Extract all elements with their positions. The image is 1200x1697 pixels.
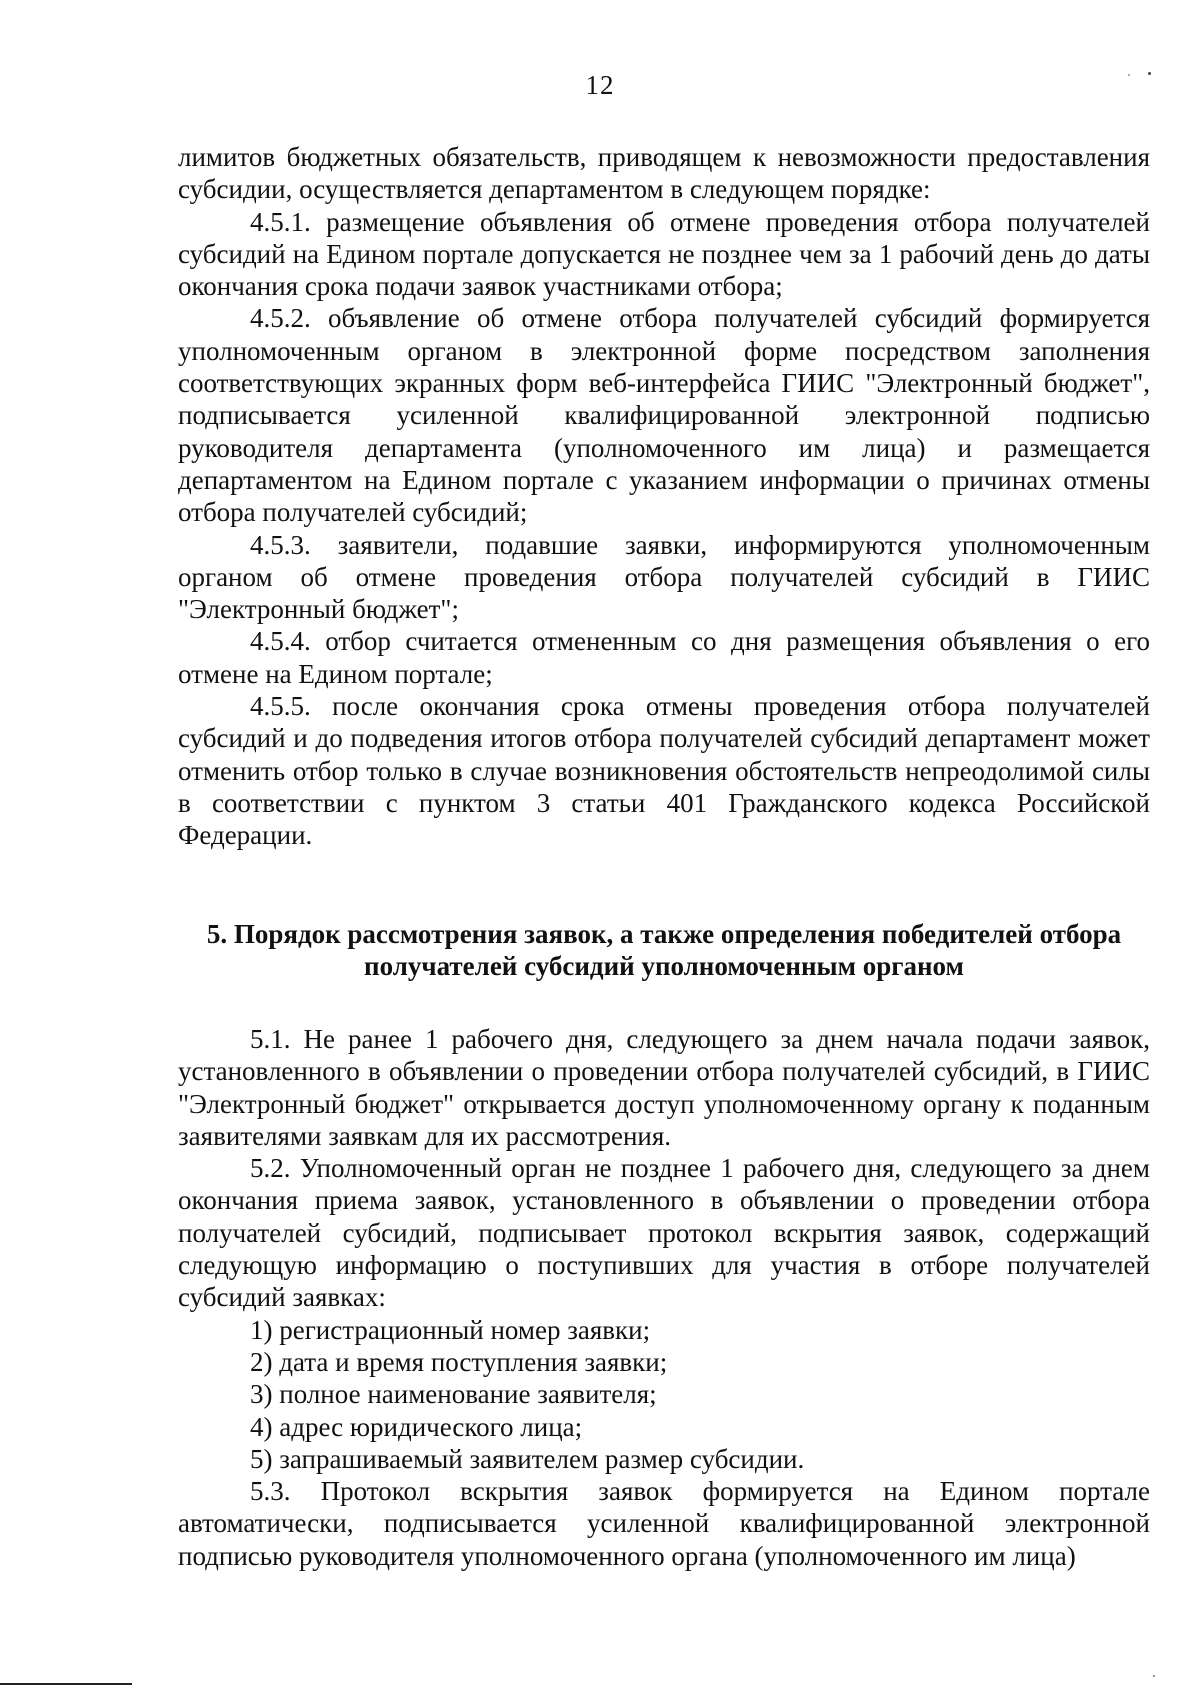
paragraph: 5.2. Уполномоченный орган не позднее 1 рабочего дня, следующего за днем окончания приема заявок, установленного в объявлении о проведении отбора получателей субсидий, подписывает протокол вскрытия заявок, содержащий следующую информацию о поступивших для участия в отборе получателей субсидий заявках: [178, 1153, 1150, 1313]
paragraph: 4.5.5. после окончания срока отмены проведения отбора получателей субсидий и до подведения итогов отбора получателей субсидий департамент может отменить отбор только в случае возникновения обстоятельств непреодолимой силы в соответствии с пунктом 3 статьи 401 Гражданского кодекса Российской Федерации. [178, 691, 1150, 851]
paragraph: лимитов бюджетных обязательств, приводящем к невозможности предоставления субсидии, осуществляется департаментом в следующем порядке: [178, 142, 1150, 205]
paragraph: 4.5.3. заявители, подавшие заявки, информируются уполномоченным органом об отмене проведения отбора получателей субсидий в ГИИС "Электронный бюджет"; [178, 529, 1150, 625]
list-item: 2) дата и время поступления заявки; [250, 1346, 668, 1377]
section-heading: 5. Порядок рассмотрения заявок, а также определения победителей отбора получателей субсидий уполномоченным органом [206, 919, 1122, 981]
body-text-before-section [178, 141, 1150, 852]
page-number: 12 [585, 70, 615, 100]
paragraph: 4.5.4. отбор считается отмененным со дня размещения объявления о его отмене на Едином портале; [178, 626, 1150, 689]
list-item: 5) запрашиваемый заявителем размер субсидии. [250, 1443, 805, 1474]
scan-artifact-dot [1153, 1675, 1155, 1677]
footer-rule [0, 1683, 132, 1685]
list-item: 4) адрес юридического лица; [250, 1411, 583, 1442]
paragraph: 5.3. Протокол вскрытия заявок формируется на Едином портале автоматически, подписывается усиленной квалифицированной электронной подписью руководителя уполномоченного органа (уполномоченного им лица) [178, 1476, 1150, 1571]
paragraph: 5.1. Не ранее 1 рабочего дня, следующего за днем начала подачи заявок, установленного в объявлении о проведении отбора получателей субсидий, в ГИИС "Электронный бюджет" открывается доступ уполномоченному органу к поданным заявителями заявкам для их рассмотрения. [178, 1024, 1150, 1151]
list-item: 3) полное наименование заявителя; [250, 1379, 657, 1410]
paragraph: 4.5.1. размещение объявления об отмене проведения отбора получателей субсидий на Едином портале допускается не позднее чем за 1 рабочий день до даты окончания срока подачи заявок участниками отбора; [178, 206, 1150, 302]
scan-artifact-dot [1148, 72, 1151, 75]
list-item: 1) регистрационный номер заявки; [250, 1314, 651, 1345]
paragraph: 4.5.2. объявление об отмене отбора получателей субсидий формируется уполномоченным органом в электронной форме посредством заполнения соответствующих экранных форм веб-интерфейса ГИИС "Электронный бюджет", подписывается усиленной квалифицированной электронной подписью руководителя департамента (уполномоченного им лица) и размещается департаментом на Едином портале с указанием информации о причинах отмены отбора получателей субсидий; [178, 303, 1150, 528]
body-text-section-5 [178, 1023, 1150, 1572]
scan-artifact-dot [1128, 74, 1130, 76]
